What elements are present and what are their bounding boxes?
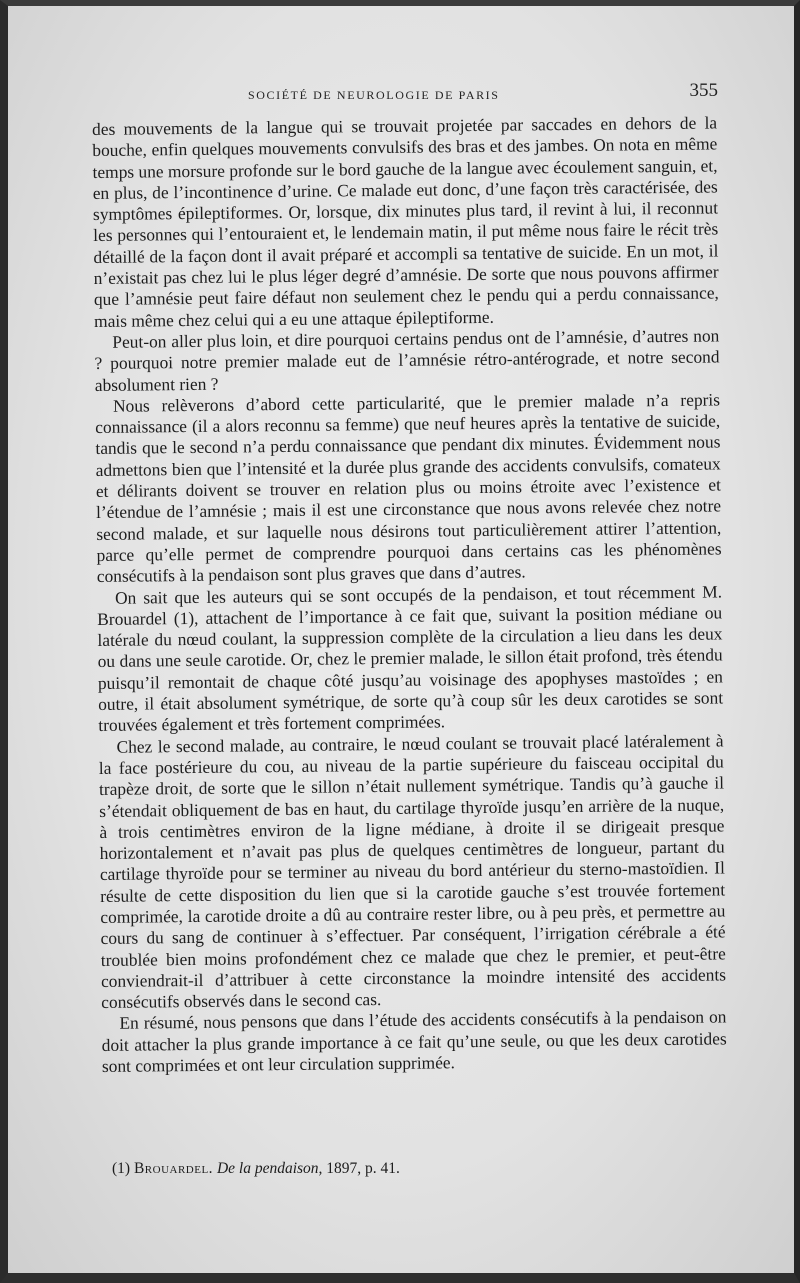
footnote (112, 1160, 400, 1178)
page-number: 355 (689, 80, 718, 101)
paragraph-brouardel: On sait que les auteurs qui se sont occupés de la pendaison, et tout récemment M. Brouardel (1), attachent de l’importance à ce fait que, suivant la position médiane ou latérale du nœud coulant, la suppression complète de la circulation a lieu dans les deux ou dans une seule carotide. Or, chez le premier malade, le sillon était profond, très étendu puisqu’il remontait de chaque côté jusqu’au voisinage des apophyses mastoïdes ; en outre, il était absolument symétrique, de sorte qu’à coup sûr les deux carotides se sont trouvées également et très fortement comprimées. (97, 580, 724, 736)
footnote-details: 1897, p. 41. (326, 1160, 400, 1177)
footnote-marker: (1) (112, 1160, 131, 1177)
body-text (92, 112, 727, 1077)
paragraph-summary: En résumé, nous pensons que dans l’étude des accidents consécutifs à la pendaison on doit attacher la plus grande importance à ce fait qu’une seule, ou que les deux carotides sont comprimées et ont leur circulation supprimée. (101, 1006, 727, 1077)
paragraph-continuation: des mouvements de la langue qui se trouvait projetée par saccades en dehors de la bouche, enfin quelques mouvements convulsifs des bras et des jambes. On nota en même temps une morsure profonde sur le bord gauche de la langue avec écoulement sanguin, et, en plus, de l’incontinence d’urine. Ce malade eut donc, d’une façon très caractérisée, des symptômes épileptiformes. Or, lorsque, dix minutes plus tard, il revint à lui, il reconnut les personnes qui l’entouraient et, le lendemain matin, il put même nous faire le récit très détaillé de la façon dont il avait préparé et accompli sa tentative de suicide. En un mot, il n’existait pas chez lui le plus léger degré d’amnésie. De sorte que nous pouvons affirmer que l’amnésie peut faire défaut non seulement chez le pendu qui a perdu connaissance, mais même chez celui qui a eu une attaque épileptiforme. (92, 112, 719, 331)
footnote-title: De la pendaison, (216, 1160, 323, 1177)
running-title: SOCIÉTÉ DE NEUROLOGIE DE PARIS (248, 88, 500, 102)
paragraph-second-case: Chez le second malade, au contraire, le nœud coulant se trouvait placé latéralement à la face postérieure du cou, au niveau de la partie supérieure du faisceau occipital du trapèze droit, de sorte que le sillon n’était nullement symétrique. Tandis qu’à gauche il s’étendait obliquement de bas en haut, du cartilage thyroïde jusqu’en arrière de la nuque, à trois centimètres environ de la ligne médiane, à droite il se dirigeait presque horizontalement et n’avait pas plus de quelques centimètres de longueur, partant du cartilage thyroïde pour se terminer au niveau du bord antérieur du sterno-mastoïdien. Il résulte de cette disposition du lien que si la carotide gauche s’est trouvée fortement comprimée, la carotide droite a dû au contraire rester libre, ou à peu près, et permettre au cours du sang de continuer à s’effectuer. Par conséquent, l’irrigation cérébrale a été troublée bien moins profondément chez ce malade que chez le premier, et peut-être conviendrait-il d’attribuer à cette circonstance la moindre intensité des accidents consécutifs observés dans le second cas. (98, 730, 727, 1013)
paragraph-question: Peut-on aller plus loin, et dire pourquoi certains pendus ont de l’amnésie, d’autres non ? pourquoi notre premier malade eut de l’amnésie rétro-antérograde, et notre second absolument rien ? (94, 325, 720, 395)
page-header (98, 78, 718, 108)
footnote-author: Brouardel. (133, 1160, 214, 1177)
paragraph-first-case: Nous relèverons d’abord cette particularité, que le premier malade n’a repris connaissance (il a alors reconnu sa femme) que neuf heures après la tentative de suicide, tandis que le second n’a perdu connaissance que pendant dix minutes. Évidemment nous admettons bien que l’intensité et la durée plus grande des accidents convulsifs, comateux et délirants doivent se trouver en relation plus ou moins étroite avec l’existence et l’étendue de l’amnésie ; mais il est une circonstance que nous avons relevée chez notre second malade, et sur laquelle nous désirons tout particulièrement attirer l’attention, parce qu’elle permet de comprendre pourquoi dans certains cas les phénomènes consécutifs à la pendaison sont plus graves que dans d’autres. (95, 389, 722, 587)
